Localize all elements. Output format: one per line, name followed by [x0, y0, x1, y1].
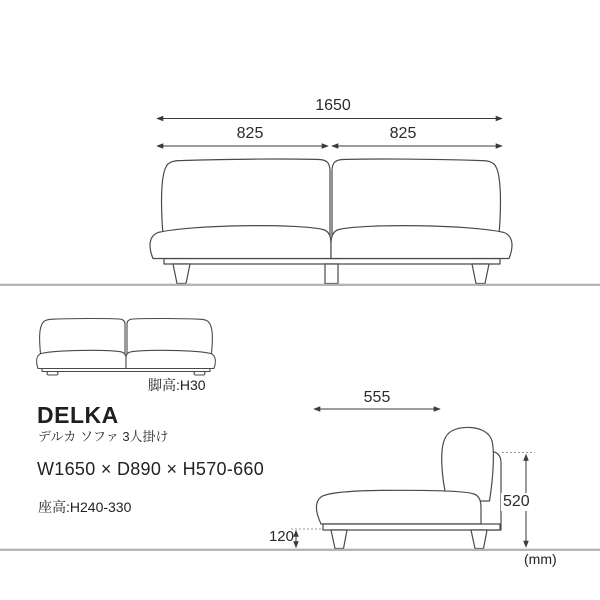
unit-label: (mm)	[524, 551, 557, 567]
dimension-label-right-half: 825	[389, 125, 417, 142]
front-seat-cushion-right	[331, 226, 512, 259]
dimension-label-left-half: 825	[236, 125, 264, 142]
dimension-label-base-height: 120	[268, 528, 294, 545]
front-base-rail	[164, 259, 500, 265]
dimension-label-back-height: 520	[503, 493, 530, 510]
front-leg-middle	[325, 264, 338, 284]
product-subtitle: デルカ ソファ 3人掛け	[38, 429, 169, 444]
variant-seat-cushion-right	[126, 350, 215, 368]
side-leg-front	[331, 530, 347, 549]
side-seat-cushion	[316, 490, 481, 524]
sofa-side-view	[316, 427, 501, 548]
front-leg-right	[472, 264, 489, 284]
variant-foot-right	[194, 372, 205, 376]
variant-seat-cushion-left	[37, 350, 126, 368]
dimension-label-total-width: 1650	[315, 97, 351, 114]
product-dimensions: W1650 × D890 × H570-660	[37, 459, 265, 479]
front-leg-left	[173, 264, 190, 284]
sofa-low-leg-variant	[37, 318, 216, 375]
side-leg-back	[471, 530, 487, 549]
product-name: DELKA	[37, 402, 119, 428]
front-seat-cushion-left	[150, 226, 331, 259]
side-back-cushion	[442, 427, 494, 501]
seat-height-note: 座高:H240-330	[38, 499, 132, 515]
sofa-front-view	[150, 159, 512, 284]
side-base-rail	[323, 524, 500, 530]
dimension-label-seat-depth: 555	[363, 389, 391, 406]
variant-foot-left	[47, 372, 58, 376]
leg-height-note: 脚高:H30	[148, 377, 206, 393]
